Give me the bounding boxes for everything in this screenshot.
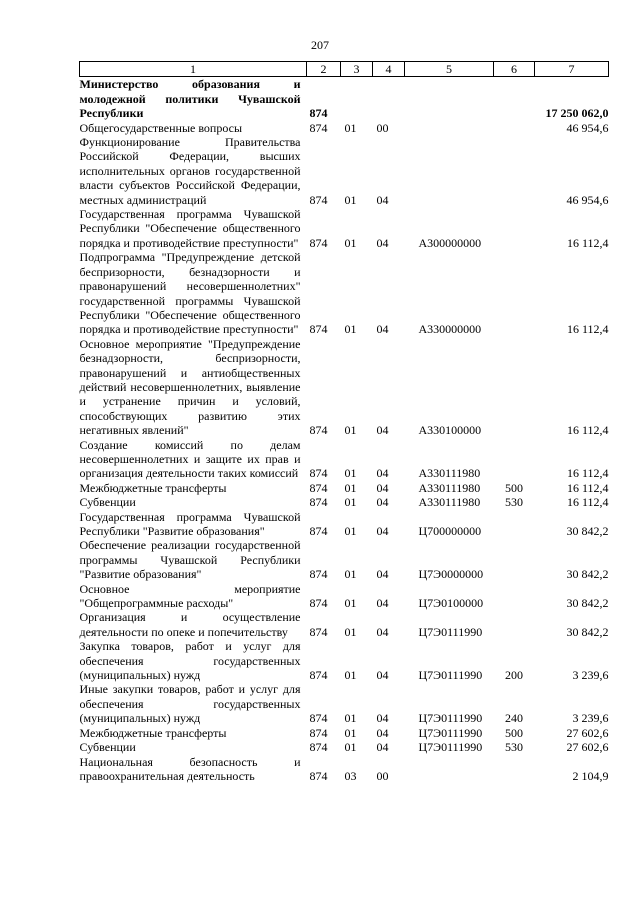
row-expense-type (494, 538, 535, 581)
row-subsection: 04 (376, 423, 389, 438)
row-amount: 30 842,2 (566, 596, 609, 611)
row-section: 01 (344, 495, 357, 510)
row-ministry-code: 874 (309, 624, 328, 639)
row-ministry-code: 874 (309, 524, 328, 538)
row-expense-type (494, 250, 535, 336)
row-target-article: А300000000 (418, 235, 482, 250)
table-row (80, 610, 609, 639)
row-subsection: 00 (376, 768, 389, 783)
table-row (80, 755, 609, 784)
row-name: Межбюджетные трансферты (79, 725, 227, 740)
row-amount: 16 112,4 (566, 466, 609, 481)
row-target-article (405, 755, 494, 784)
row-expense-type: 530 (505, 495, 523, 510)
row-ministry-code: 874 (309, 106, 328, 121)
table-row (80, 250, 609, 336)
row-ministry-code: 874 (309, 668, 328, 683)
row-target-article: Ц7Э0100000 (418, 596, 484, 611)
row-ministry-code: 874 (309, 192, 328, 207)
row-expense-type (494, 510, 535, 539)
row-name: Создание комиссий по делам несовершеннолетних и защите их прав и организация деятельности таких комиссий (79, 437, 301, 481)
row-name: Иные закупки товаров, работ и услуг для обеспечения государственных (муниципальных) нужд (79, 682, 301, 726)
row-target-article: Ц7Э0111990 (418, 711, 483, 726)
row-section: 01 (344, 120, 357, 135)
row-subsection: 04 (376, 624, 389, 639)
row-expense-type: 530 (505, 740, 523, 755)
row-subsection: 04 (376, 567, 389, 582)
row-subsection: 04 (376, 725, 389, 740)
row-ministry-code: 874 (309, 567, 328, 582)
row-section: 01 (344, 423, 357, 438)
row-ministry-code: 874 (309, 711, 328, 726)
row-section: 01 (344, 624, 357, 639)
row-expense-type: 500 (505, 725, 523, 740)
table-row (80, 77, 609, 121)
table-row (80, 538, 609, 581)
row-name: Министерство образования и молодежной политики Чувашской Республики (79, 77, 301, 121)
page-number: 207 (311, 38, 329, 52)
table-row (80, 207, 609, 250)
row-target-article: Ц7Э0111990 (418, 668, 483, 683)
row-subsection (373, 77, 405, 121)
row-subsection: 04 (376, 711, 389, 726)
row-ministry-code: 874 (309, 466, 328, 481)
row-subsection: 04 (376, 740, 389, 755)
header-row (80, 62, 609, 77)
row-amount: 30 842,2 (566, 524, 609, 538)
table-row (80, 121, 609, 135)
row-section: 01 (344, 740, 357, 755)
row-section: 01 (344, 668, 357, 683)
row-ministry-code: 874 (309, 495, 328, 510)
row-name: Государственная программа Чувашской Республики "Развитие образования" (79, 509, 301, 538)
header-col-1: 1 (80, 62, 307, 77)
row-expense-type (494, 337, 535, 438)
row-amount: 30 842,2 (566, 624, 609, 639)
row-subsection: 04 (376, 596, 389, 611)
row-target-article: А330111980 (418, 495, 481, 510)
table-row (80, 337, 609, 438)
row-target-article: Ц7Э0111990 (418, 740, 483, 755)
row-subsection: 04 (376, 235, 389, 250)
row-expense-type: 500 (505, 480, 523, 495)
row-target-article: А330100000 (418, 423, 482, 438)
row-section: 01 (344, 235, 357, 250)
row-target-article: Ц7Э0000000 (418, 567, 484, 582)
row-name: Функционирование Правительства Российской Федерации, высших исполнительных органов государственной власти субъектов Российской Федерации, местных администраций (79, 135, 301, 207)
row-ministry-code: 874 (309, 596, 328, 611)
row-section: 01 (344, 524, 357, 538)
row-target-article: А330111980 (418, 466, 481, 481)
row-ministry-code: 874 (309, 480, 328, 495)
header-col-7: 7 (535, 62, 609, 77)
row-name: Государственная программа Чувашской Республики "Обеспечение общественного порядка и противодействие преступности" (79, 207, 301, 250)
row-target-article: Ц7Э0111990 (418, 725, 483, 740)
row-section: 01 (344, 567, 357, 582)
row-subsection: 04 (376, 466, 389, 481)
row-target-article: Ц700000000 (418, 524, 482, 538)
row-name: Закупка товаров, работ и услуг для обеспечения государственных (муниципальных) нужд (79, 639, 301, 683)
row-amount: 16 112,4 (566, 423, 609, 438)
row-amount: 17 250 062,0 (545, 106, 609, 121)
row-section: 01 (344, 725, 357, 740)
row-ministry-code: 874 (309, 322, 328, 337)
row-name: Национальная безопасность и правоохранительная деятельность (79, 754, 301, 783)
row-target-article (405, 77, 494, 121)
row-expense-type (494, 121, 535, 135)
row-name: Обеспечение реализации государственной программы Чувашской Республики "Развитие образования" (79, 538, 301, 582)
budget-table (79, 61, 609, 783)
table-row (80, 510, 609, 539)
row-subsection: 04 (376, 322, 389, 337)
row-name: Организация и осуществление деятельности по опеке и попечительству (79, 610, 301, 639)
row-subsection: 00 (376, 120, 389, 135)
row-amount: 16 112,4 (566, 480, 609, 495)
row-name: Основное мероприятие "Общепрограммные расходы" (79, 581, 301, 611)
row-target-article: А330111980 (418, 480, 481, 495)
row-expense-type: 240 (505, 711, 523, 726)
row-amount: 30 842,2 (566, 567, 609, 582)
header-col-2: 2 (307, 62, 341, 77)
table-row (80, 582, 609, 611)
row-ministry-code: 874 (309, 120, 328, 135)
row-subsection: 04 (376, 480, 389, 495)
row-section: 01 (344, 480, 357, 495)
table-row (80, 726, 609, 740)
row-target-article: А330000000 (418, 322, 482, 337)
row-section: 01 (344, 322, 357, 337)
row-ministry-code: 874 (309, 768, 328, 783)
header-col-4: 4 (373, 62, 405, 77)
row-ministry-code: 874 (309, 725, 328, 740)
row-subsection: 04 (376, 524, 389, 538)
row-section: 01 (344, 596, 357, 611)
row-expense-type (494, 135, 535, 207)
row-name: Подпрограмма "Предупреждение детской беспризорности, безнадзорности и правонарушений несовершеннолетних" государственной программы Чувашской Республики "Обеспечение общественного порядка и противодействие преступности" (79, 250, 301, 337)
row-name: Субвенции (79, 495, 136, 510)
table-row (80, 135, 609, 207)
row-expense-type (494, 438, 535, 481)
row-target-article: Ц7Э0111990 (418, 624, 483, 639)
row-target-article (405, 121, 494, 135)
row-expense-type: 200 (505, 668, 523, 683)
row-amount: 3 239,6 (572, 711, 609, 726)
row-amount: 27 602,6 (566, 740, 609, 755)
row-subsection: 04 (376, 495, 389, 510)
row-amount: 16 112,4 (566, 235, 609, 250)
row-expense-type (494, 77, 535, 121)
table-row (80, 438, 609, 481)
header-col-3: 3 (341, 62, 373, 77)
row-amount: 2 104,9 (572, 768, 609, 783)
table-row (80, 740, 609, 754)
row-subsection: 04 (376, 668, 389, 683)
row-target-article (405, 135, 494, 207)
table-row (80, 639, 609, 682)
row-amount: 3 239,6 (572, 668, 609, 683)
row-section: 03 (344, 768, 357, 783)
row-expense-type (494, 610, 535, 639)
row-expense-type (494, 582, 535, 611)
header-col-5: 5 (405, 62, 494, 77)
row-name: Общегосударственные вопросы (79, 120, 243, 135)
header-col-6: 6 (494, 62, 535, 77)
row-amount: 27 602,6 (566, 725, 609, 740)
row-name: Основное мероприятие "Предупреждение безнадзорности, беспризорности, правонарушений и антиобщественных действий несовершеннолетних, выявление и устранение причин и условий, способствующих развитию этих негативных явлений" (79, 336, 301, 438)
row-amount: 46 954,6 (566, 120, 609, 135)
table-row (80, 682, 609, 725)
row-section: 01 (344, 466, 357, 481)
table-row (80, 495, 609, 509)
row-ministry-code: 874 (309, 740, 328, 755)
row-amount: 16 112,4 (566, 322, 609, 337)
row-ministry-code: 874 (309, 423, 328, 438)
row-name: Межбюджетные трансферты (79, 480, 227, 495)
row-section (341, 77, 373, 121)
row-expense-type (494, 755, 535, 784)
row-section: 01 (344, 192, 357, 207)
row-subsection: 04 (376, 192, 389, 207)
row-section: 01 (344, 711, 357, 726)
table-row (80, 481, 609, 495)
row-expense-type (494, 207, 535, 250)
row-ministry-code: 874 (309, 235, 328, 250)
row-amount: 16 112,4 (566, 495, 609, 510)
row-name: Субвенции (79, 740, 136, 755)
row-amount: 46 954,6 (566, 192, 609, 207)
